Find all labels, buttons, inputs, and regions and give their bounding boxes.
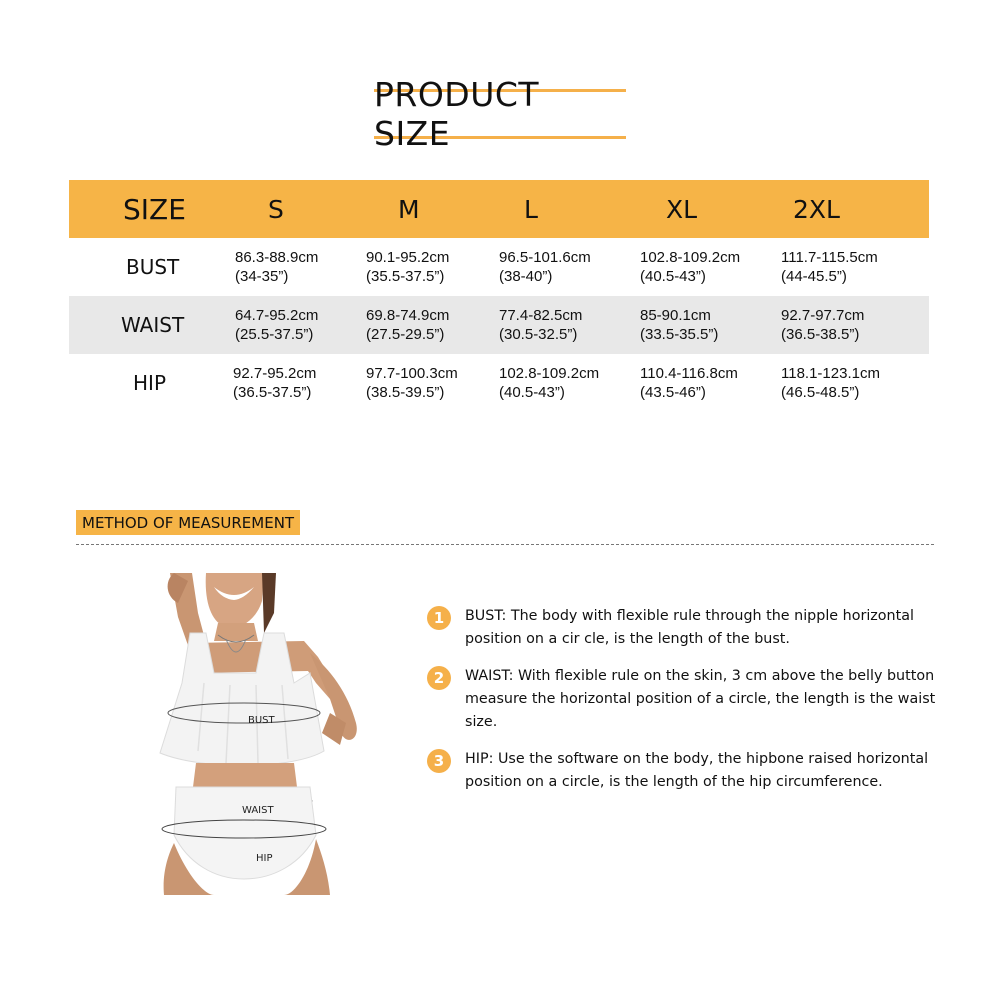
table-cell: 111.7-115.5cm (44-45.5”) [781, 249, 878, 285]
table-row [69, 238, 929, 296]
model-illustration [134, 573, 374, 895]
bust-label: BUST [248, 715, 275, 726]
header-size-l: L [524, 194, 538, 224]
instruction-hip: HIP: Use the software on the body, the hipbone raised horizontal position on a circle, is the length of the hip circumference. [465, 751, 929, 790]
table-cell: 96.5-101.6cm (38-40”) [499, 249, 591, 285]
table-cell: 92.7-95.2cm (36.5-37.5”) [233, 365, 317, 401]
step-number-badge: 3 [427, 749, 451, 773]
table-cell: 102.8-109.2cm (40.5-43”) [640, 249, 741, 285]
waist-label: WAIST [242, 805, 274, 816]
table-cell: 69.8-74.9cm (27.5-29.5”) [366, 307, 450, 343]
model-photo [134, 573, 374, 895]
table-cell: 77.4-82.5cm (30.5-32.5”) [499, 307, 583, 343]
step-number-badge: 1 [427, 606, 451, 630]
header-size-xl: XL [666, 194, 698, 224]
hip-label: HIP [256, 853, 273, 864]
instruction-waist: WAIST: With flexible rule on the skin, 3 cm above the belly button measure the horizontal position of a circle, the length is the waist size. [465, 668, 936, 730]
page-title: PRODUCT SIZE [374, 75, 540, 153]
section-divider [76, 544, 934, 545]
row-label-hip: HIP [133, 371, 166, 395]
header-size-label: SIZE [123, 192, 186, 226]
table-row [69, 296, 929, 354]
header-size-s: S [268, 194, 284, 224]
row-label-bust: BUST [126, 255, 180, 279]
measurement-instructions [427, 605, 937, 808]
table-row [69, 354, 929, 412]
instruction-bust: BUST: The body with flexible rule through the nipple horizontal position on a cir cle, is the length of the bust. [465, 608, 914, 647]
row-label-waist: WAIST [121, 313, 185, 337]
list-item [427, 748, 937, 794]
table-cell: 64.7-95.2cm (25.5-37.5”) [235, 307, 319, 343]
table-cell: 90.1-95.2cm (35.5-37.5”) [366, 249, 450, 285]
page-title-banner [374, 75, 626, 153]
header-size-m: M [398, 194, 420, 224]
table-cell: 86.3-88.9cm (34-35”) [235, 249, 319, 285]
table-header-row [69, 180, 929, 238]
table-cell: 102.8-109.2cm (40.5-43”) [499, 365, 600, 401]
size-table [69, 180, 929, 412]
list-item [427, 665, 937, 734]
table-cell: 92.7-97.7cm (36.5-38.5”) [781, 307, 865, 343]
step-number-badge: 2 [427, 666, 451, 690]
table-cell: 85-90.1cm (33.5-35.5”) [640, 307, 719, 343]
header-size-2xl: 2XL [793, 194, 840, 224]
table-cell: 110.4-116.8cm (43.5-46”) [640, 365, 738, 401]
table-cell: 97.7-100.3cm (38.5-39.5”) [366, 365, 458, 401]
list-item [427, 605, 937, 651]
table-cell: 118.1-123.1cm (46.5-48.5”) [781, 365, 880, 401]
method-heading: METHOD OF MEASUREMENT [76, 510, 300, 535]
